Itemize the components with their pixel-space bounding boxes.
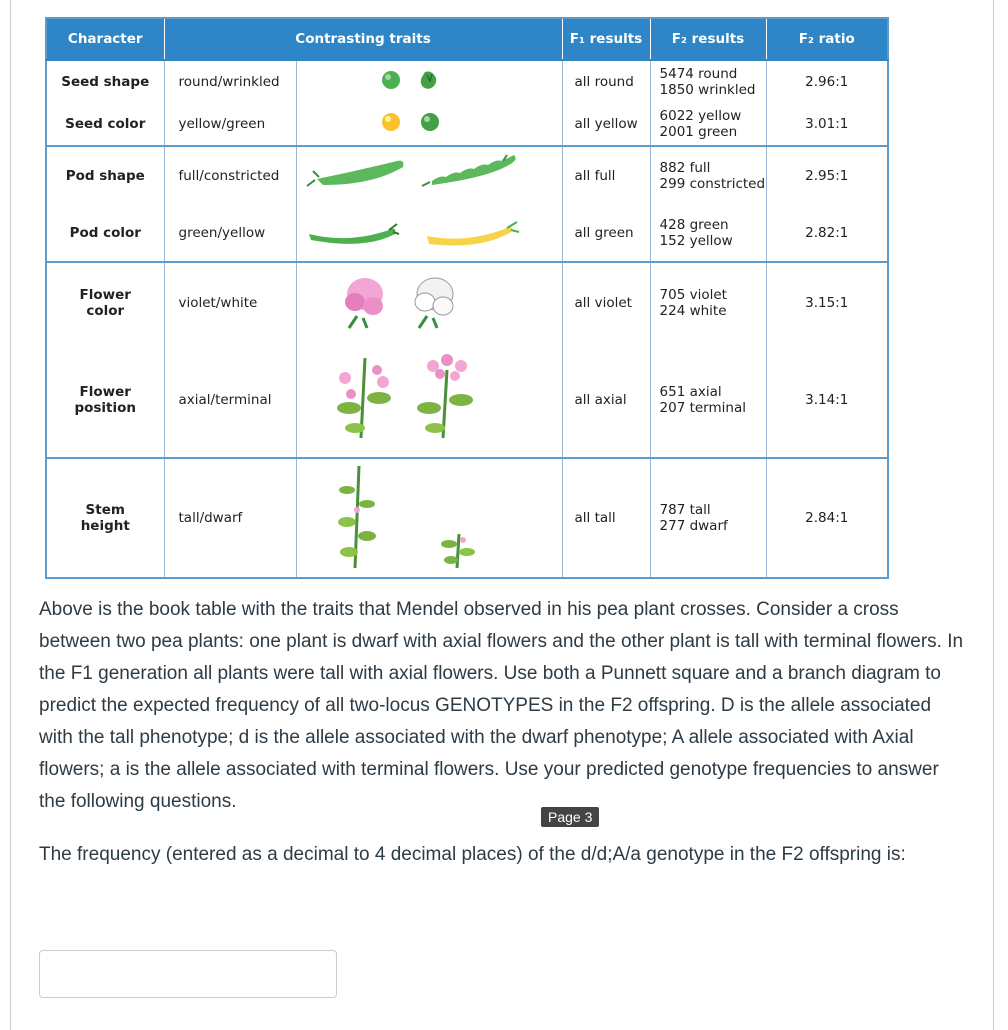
character-label-line1: Flower xyxy=(79,383,131,400)
green-pod-icon xyxy=(309,224,399,244)
header-f2-ratio: F₂ ratio xyxy=(766,18,888,60)
character-label-line2: color xyxy=(86,302,125,319)
question-prompt: The frequency (entered as a decimal to 4 decimal places) of the d/d;A/a genotype in the F2 offspring is: xyxy=(39,844,906,865)
character-stem-height xyxy=(46,458,164,578)
traits-seed-color: yellow/green xyxy=(164,102,296,146)
round-seed-icon xyxy=(382,71,400,89)
tall-plant-icon xyxy=(338,466,376,568)
header-character: Character xyxy=(46,18,164,60)
f2-recessive-count: 277 dwarf xyxy=(659,518,728,534)
pictures-pod-color xyxy=(296,204,562,262)
pictures-pod-shape xyxy=(296,146,562,204)
f2-dominant-count: 428 green xyxy=(659,216,729,233)
f1-flower-color: all violet xyxy=(562,262,650,342)
character-flower-position xyxy=(46,342,164,458)
character-seed-shape: Seed shape xyxy=(46,60,164,102)
traits-flower-color: violet/white xyxy=(164,262,296,342)
f2-stem-height xyxy=(650,458,766,578)
traits-flower-position: axial/terminal xyxy=(164,342,296,458)
header-f1-results: F₁ results xyxy=(562,18,650,60)
seed-color-illustrations xyxy=(297,107,563,137)
ratio-seed-color: 3.01:1 xyxy=(766,102,888,146)
ratio-pod-color: 2.82:1 xyxy=(766,204,888,262)
f2-seed-shape xyxy=(650,60,766,102)
f2-recessive-count: 1850 wrinkled xyxy=(659,81,756,98)
wrinkled-seed-icon xyxy=(420,71,436,88)
f2-dominant-count: 6022 yellow xyxy=(659,107,742,124)
f1-stem-height: all tall xyxy=(562,458,650,578)
character-flower-color xyxy=(46,262,164,342)
yellow-pod-icon xyxy=(427,222,519,246)
question-prompt-block xyxy=(39,839,939,871)
ratio-flower-color: 3.15:1 xyxy=(805,294,849,311)
full-pod-icon xyxy=(307,160,403,185)
pictures-stem-height xyxy=(296,458,562,578)
pod-color-illustrations xyxy=(297,206,563,256)
header-contrasting-traits: Contrasting traits xyxy=(164,18,562,60)
f2-recessive-count: 207 terminal xyxy=(659,399,746,416)
pictures-flower-position xyxy=(296,342,562,458)
f2-dominant-count: 651 axial xyxy=(659,383,722,400)
traits-seed-shape: round/wrinkled xyxy=(164,60,296,102)
pictures-flower-color xyxy=(296,262,562,342)
f1-pod-shape: all full xyxy=(562,146,650,204)
constricted-pod-icon xyxy=(422,155,516,186)
traits-pod-color: green/yellow xyxy=(164,204,296,262)
traits-pod-shape: full/constricted xyxy=(164,146,296,204)
character-label-line2: height xyxy=(80,518,130,534)
f2-pod-color xyxy=(650,204,766,262)
ratio-flower-position: 3.14:1 xyxy=(766,342,888,458)
f1-seed-shape: all round xyxy=(562,60,650,102)
flower-color-illustrations xyxy=(297,266,563,336)
f2-recessive-count: 224 white xyxy=(659,302,727,319)
pictures-seed-color xyxy=(296,102,562,146)
f2-dominant-count: 5474 round xyxy=(659,65,738,82)
f2-recessive-count: 152 yellow xyxy=(659,232,733,249)
question-paragraph: Above is the book table with the traits that Mendel observed in his pea plant crosses. Consider a cross between two pea plants: one plant is dwarf with axial flowers and the other plant is tall with terminal flowers. In the F1 generation all plants were tall with axial flowers. Use both a Punnett square and a branch diagram to predict the expected frequency of all two-locus GENOTYPES in the F2 offspring. D is the allele associated with the tall phenotype; d is the allele associated with the dwarf phenotype; A allele associated with Axial flowers; a is the allele associated with terminal flowers. Use your predicted genotype frequencies to answer the following questions. xyxy=(39,599,964,812)
character-label-line1: Flower xyxy=(79,286,131,303)
f2-dominant-count: 787 tall xyxy=(659,502,711,518)
f2-dominant-count: 882 full xyxy=(659,159,711,176)
header-f2-results: F₂ results xyxy=(650,18,766,60)
ratio-stem-height: 2.84:1 xyxy=(805,510,849,526)
f2-flower-color xyxy=(650,262,766,342)
seed-shape-illustrations xyxy=(297,65,563,95)
pod-shape-illustrations xyxy=(297,149,563,199)
traits-stem-height: tall/dwarf xyxy=(164,458,296,578)
character-seed-color: Seed color xyxy=(46,102,164,146)
flower-position-illustrations xyxy=(297,348,563,448)
f1-seed-color: all yellow xyxy=(562,102,650,146)
mendel-traits-table xyxy=(45,17,887,579)
yellow-seed-icon xyxy=(382,113,400,131)
answer-input[interactable] xyxy=(39,950,337,998)
f1-pod-color: all green xyxy=(562,204,650,262)
f2-recessive-count: 2001 green xyxy=(659,123,738,140)
white-flower-icon xyxy=(415,278,453,328)
green-seed-icon xyxy=(421,113,439,131)
character-pod-color: Pod color xyxy=(46,204,164,262)
character-label-line1: Stem xyxy=(85,502,125,518)
ratio-seed-shape: 2.96:1 xyxy=(805,73,849,90)
f2-seed-color xyxy=(650,102,766,146)
terminal-flower-plant-icon xyxy=(417,354,473,438)
f2-recessive-count: 299 constricted xyxy=(659,175,766,192)
axial-flower-plant-icon xyxy=(337,358,391,438)
stem-height-illustrations xyxy=(297,460,563,572)
page-badge: Page 3 xyxy=(541,807,599,827)
f2-flower-position xyxy=(650,342,766,458)
dwarf-plant-icon xyxy=(441,534,475,568)
ratio-pod-shape: 2.95:1 xyxy=(805,167,849,184)
pictures-seed-shape xyxy=(296,60,562,102)
f1-flower-position: all axial xyxy=(562,342,650,458)
f2-pod-shape xyxy=(650,146,766,204)
f2-dominant-count: 705 violet xyxy=(659,286,727,303)
character-label-line2: position xyxy=(74,399,137,416)
character-pod-shape: Pod shape xyxy=(46,146,164,204)
question-text xyxy=(39,594,969,818)
violet-flower-icon xyxy=(345,278,383,328)
